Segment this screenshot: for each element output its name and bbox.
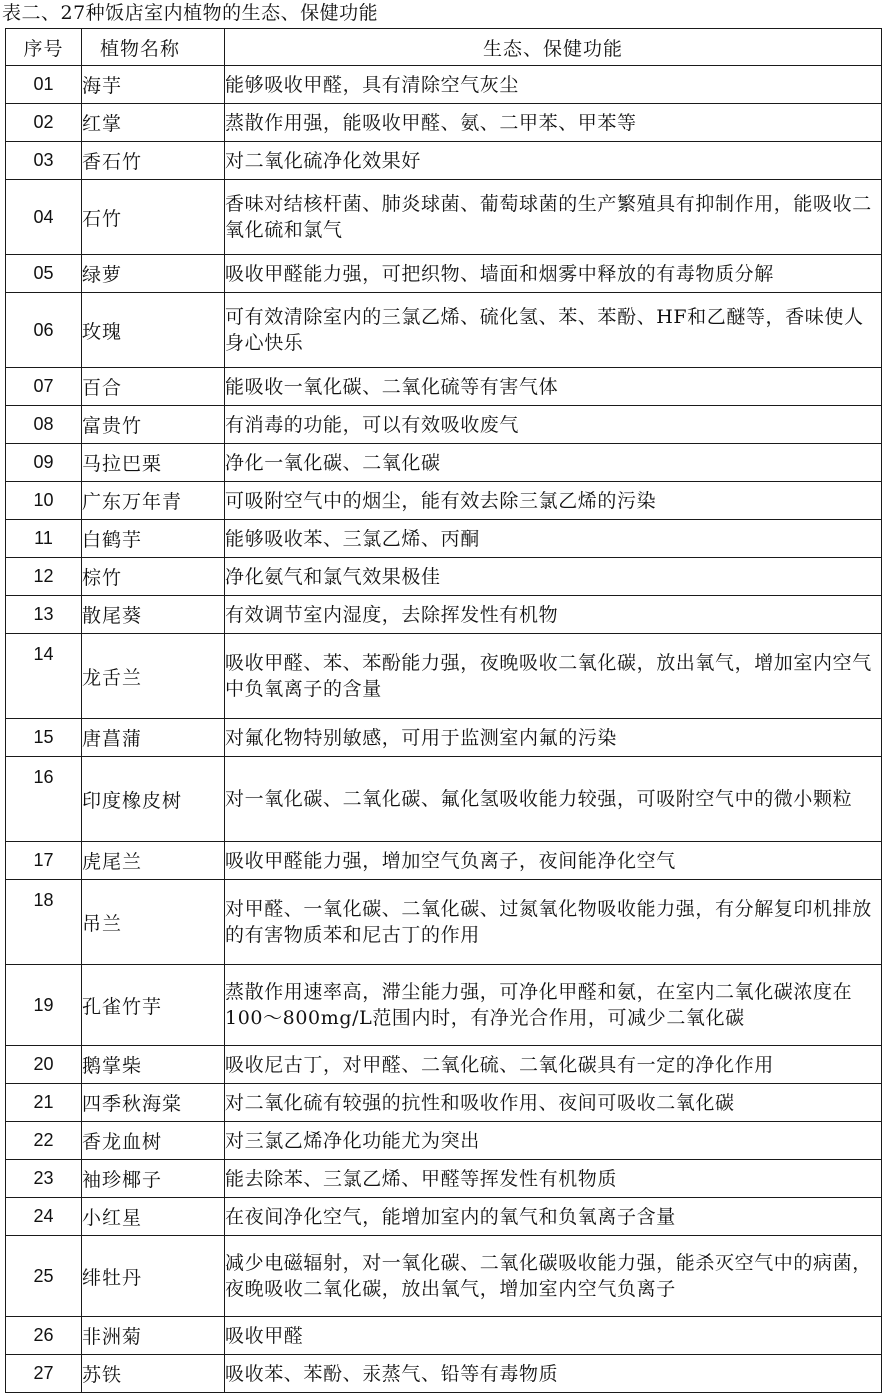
plant-name: 香龙血树 [82, 1122, 225, 1160]
plant-function: 能吸收一氧化碳、二氧化硫等有害气体 [225, 368, 882, 406]
row-number: 03 [6, 142, 82, 180]
plant-function: 吸收尼古丁，对甲醛、二氧化硫、二氧化碳具有一定的净化作用 [225, 1046, 882, 1084]
row-number: 02 [6, 104, 82, 142]
plant-function: 能够吸收甲醛，具有清除空气灰尘 [225, 66, 882, 104]
plant-name: 香石竹 [82, 142, 225, 180]
table-row [6, 634, 882, 719]
row-number: 07 [6, 368, 82, 406]
table-row [6, 1236, 882, 1317]
row-number: 25 [6, 1236, 82, 1317]
plant-function: 净化一氧化碳、二氧化碳 [225, 444, 882, 482]
row-number: 14 [6, 634, 82, 719]
table-row [6, 965, 882, 1046]
table-row [6, 596, 882, 634]
plant-function: 吸收甲醛能力强，增加空气负离子，夜间能净化空气 [225, 842, 882, 880]
plant-name: 非洲菊 [82, 1317, 225, 1355]
plant-name: 鹅掌柴 [82, 1046, 225, 1084]
plant-function: 对甲醛、一氧化碳、二氧化碳、过氮氧化物吸收能力强，有分解复印机排放的有害物质苯和尼古丁的作用 [225, 880, 882, 965]
table-row [6, 719, 882, 757]
row-number: 13 [6, 596, 82, 634]
plant-name: 白鹤芋 [82, 520, 225, 558]
table-row [6, 255, 882, 293]
table-row [6, 180, 882, 255]
table-row [6, 757, 882, 842]
table-row [6, 104, 882, 142]
row-number: 05 [6, 255, 82, 293]
plant-name: 石竹 [82, 180, 225, 255]
plant-name: 印度橡皮树 [82, 757, 225, 842]
plant-name: 苏铁 [82, 1355, 225, 1393]
plant-name: 虎尾兰 [82, 842, 225, 880]
plant-function: 吸收甲醛、苯、苯酚能力强，夜晚吸收二氧化碳，放出氧气，增加室内空气中负氧离子的含量 [225, 634, 882, 719]
row-number: 15 [6, 719, 82, 757]
plant-name: 广东万年青 [82, 482, 225, 520]
plant-name: 四季秋海棠 [82, 1084, 225, 1122]
row-number: 20 [6, 1046, 82, 1084]
header-plant-name: 植物名称 [82, 29, 225, 66]
plant-function: 有效调节室内湿度，去除挥发性有机物 [225, 596, 882, 634]
plants-table [5, 28, 882, 1393]
plant-name: 小红星 [82, 1198, 225, 1236]
row-number: 18 [6, 880, 82, 965]
row-number: 22 [6, 1122, 82, 1160]
table-row [6, 293, 882, 368]
plant-name: 唐菖蒲 [82, 719, 225, 757]
plant-function: 可吸附空气中的烟尘，能有效去除三氯乙烯的污染 [225, 482, 882, 520]
plant-name: 袖珍椰子 [82, 1160, 225, 1198]
table-row [6, 1084, 882, 1122]
plant-function: 减少电磁辐射，对一氧化碳、二氧化碳吸收能力强，能杀灭空气中的病菌，夜晚吸收二氧化碳，放出氧气，增加室内空气负离子 [225, 1236, 882, 1317]
plant-function: 对一氧化碳、二氧化碳、氟化氢吸收能力较强，可吸附空气中的微小颗粒 [225, 757, 882, 842]
row-number: 12 [6, 558, 82, 596]
row-number: 26 [6, 1317, 82, 1355]
table-row [6, 842, 882, 880]
table-row [6, 66, 882, 104]
table-row [6, 482, 882, 520]
plant-name: 绯牡丹 [82, 1236, 225, 1317]
plant-function: 对二氧化硫净化效果好 [225, 142, 882, 180]
plant-function: 在夜间净化空气，能增加室内的氧气和负氧离子含量 [225, 1198, 882, 1236]
plant-function: 蒸散作用速率高，滞尘能力强，可净化甲醛和氨，在室内二氧化碳浓度在100～800mg/L范围内时，有净光合作用，可减少二氧化碳 [225, 965, 882, 1046]
header-function: 生态、保健功能 [225, 29, 882, 66]
row-number: 01 [6, 66, 82, 104]
plant-function: 能去除苯、三氯乙烯、甲醛等挥发性有机物质 [225, 1160, 882, 1198]
header-number: 序号 [6, 29, 82, 66]
plant-name: 海芋 [82, 66, 225, 104]
plant-name: 绿萝 [82, 255, 225, 293]
row-number: 27 [6, 1355, 82, 1393]
plant-name: 富贵竹 [82, 406, 225, 444]
plant-name: 吊兰 [82, 880, 225, 965]
row-number: 19 [6, 965, 82, 1046]
table-row [6, 520, 882, 558]
table-row [6, 406, 882, 444]
table-row [6, 444, 882, 482]
plant-function: 可有效清除室内的三氯乙烯、硫化氢、苯、苯酚、HF和乙醚等，香味使人身心快乐 [225, 293, 882, 368]
plant-function: 吸收甲醛 [225, 1317, 882, 1355]
row-number: 04 [6, 180, 82, 255]
plant-function: 有消毒的功能，可以有效吸收废气 [225, 406, 882, 444]
plant-name: 百合 [82, 368, 225, 406]
table-row [6, 1160, 882, 1198]
plant-name: 孔雀竹芋 [82, 965, 225, 1046]
plant-function: 对二氧化硫有较强的抗性和吸收作用、夜间可吸收二氧化碳 [225, 1084, 882, 1122]
table-caption: 表二、27种饭店室内植物的生态、保健功能 [2, 2, 379, 24]
table-row [6, 368, 882, 406]
plant-name: 散尾葵 [82, 596, 225, 634]
table-row [6, 1198, 882, 1236]
table-row [6, 1046, 882, 1084]
row-number: 11 [6, 520, 82, 558]
table-row [6, 1317, 882, 1355]
table-row [6, 1122, 882, 1160]
plant-function: 吸收甲醛能力强，可把织物、墙面和烟雾中释放的有毒物质分解 [225, 255, 882, 293]
plant-function: 吸收苯、苯酚、汞蒸气、铅等有毒物质 [225, 1355, 882, 1393]
row-number: 06 [6, 293, 82, 368]
plant-function: 能够吸收苯、三氯乙烯、丙酮 [225, 520, 882, 558]
table-row [6, 558, 882, 596]
row-number: 10 [6, 482, 82, 520]
plant-name: 马拉巴栗 [82, 444, 225, 482]
plant-name: 玫瑰 [82, 293, 225, 368]
table-row [6, 880, 882, 965]
row-number: 21 [6, 1084, 82, 1122]
plant-function: 对氟化物特别敏感，可用于监测室内氟的污染 [225, 719, 882, 757]
plant-name: 龙舌兰 [82, 634, 225, 719]
row-number: 17 [6, 842, 82, 880]
plant-function: 香味对结核杆菌、肺炎球菌、葡萄球菌的生产繁殖具有抑制作用，能吸收二氧化硫和氯气 [225, 180, 882, 255]
plant-function: 蒸散作用强，能吸收甲醛、氨、二甲苯、甲苯等 [225, 104, 882, 142]
row-number: 09 [6, 444, 82, 482]
row-number: 16 [6, 757, 82, 842]
table-header-row [6, 29, 882, 66]
row-number: 24 [6, 1198, 82, 1236]
plant-name: 红掌 [82, 104, 225, 142]
plant-function: 对三氯乙烯净化功能尤为突出 [225, 1122, 882, 1160]
row-number: 08 [6, 406, 82, 444]
row-number: 23 [6, 1160, 82, 1198]
plant-name: 棕竹 [82, 558, 225, 596]
table-row [6, 142, 882, 180]
plant-function: 净化氨气和氯气效果极佳 [225, 558, 882, 596]
